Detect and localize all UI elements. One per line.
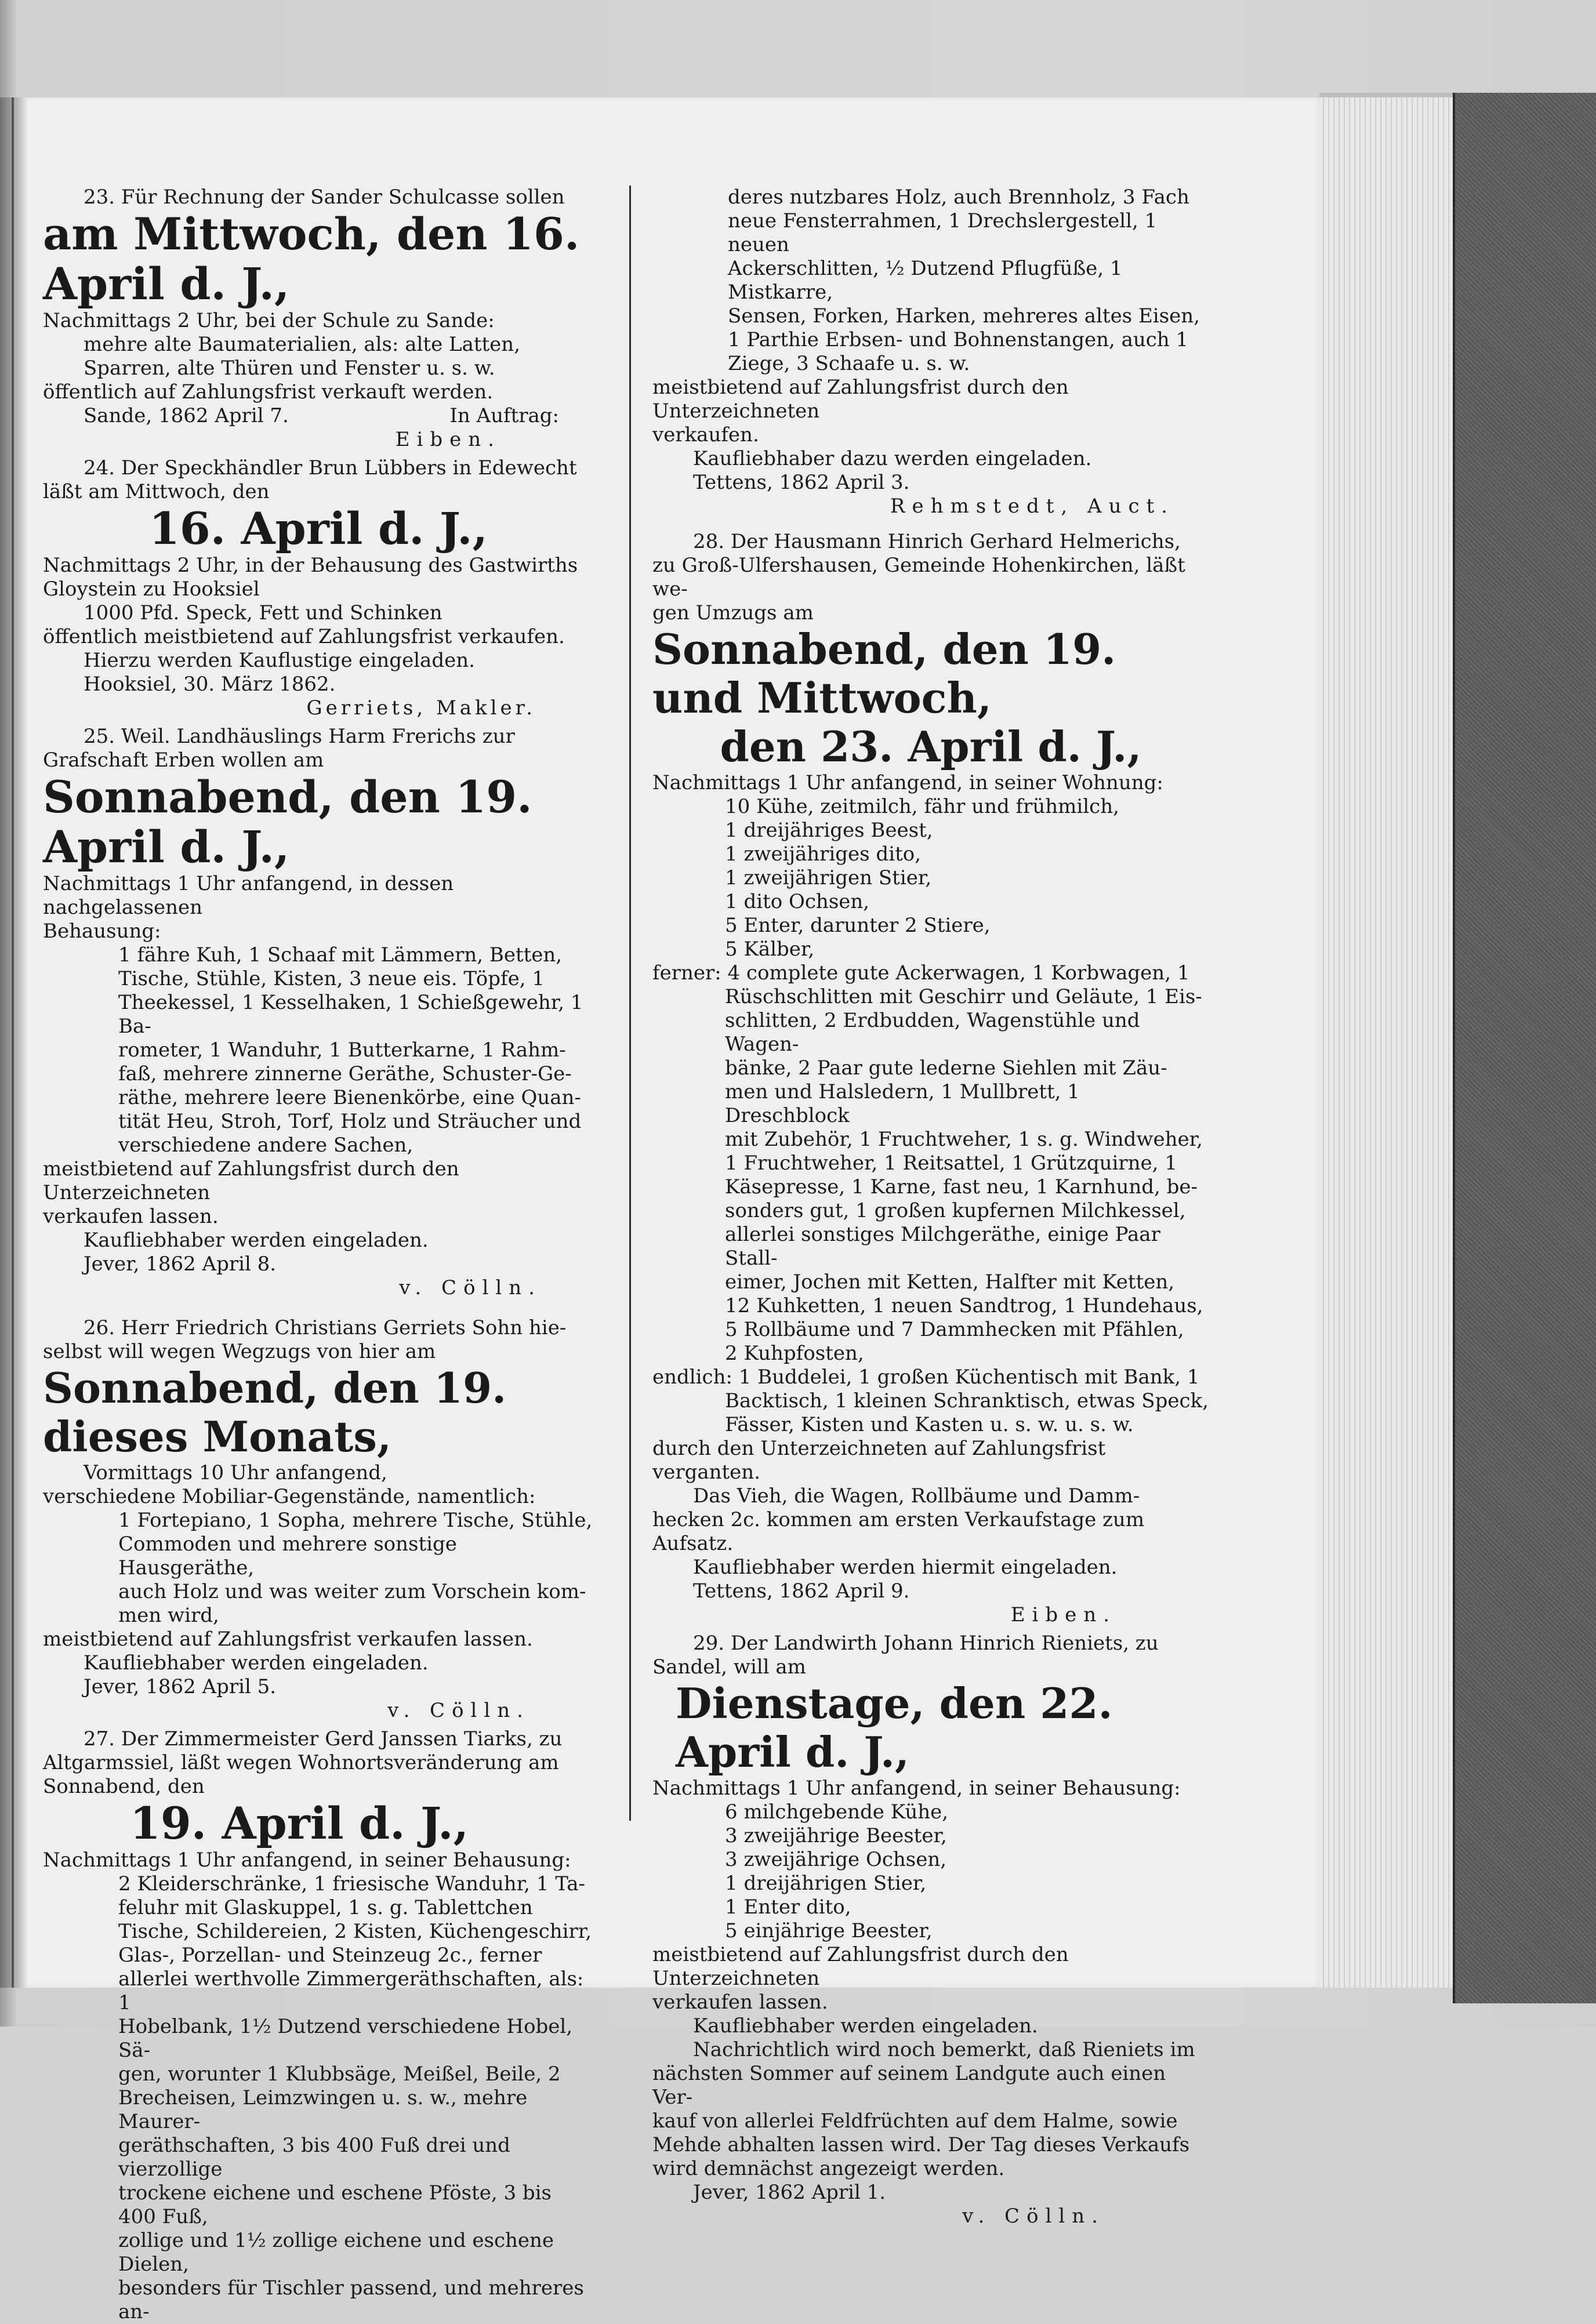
auction-date: Sonnabend, den 19. April d. J., bbox=[43, 771, 532, 873]
text-line: Das Vieh, die Wagen, Rollbäume und Damm- bbox=[693, 1484, 1140, 1508]
place-date: Tettens, 1862 April 9. bbox=[693, 1579, 910, 1603]
text-line: meistbietend auf Zahlungsfrist durch den Unterzeichneten bbox=[43, 1157, 459, 1204]
text-line: Nachrichtlich wird noch bemerkt, daß Rieniets im bbox=[693, 2038, 1195, 2061]
auction-date: 16. April d. J., bbox=[148, 503, 488, 554]
page-edges bbox=[1319, 97, 1464, 1988]
intro: 25. Weil. Landhäuslings Harm Frerichs zur bbox=[84, 725, 515, 748]
intro: zu Groß-Ulfershausen, Gemeinde Hohenkirchen, läßt we- bbox=[652, 554, 1185, 601]
announcement-29 bbox=[652, 1632, 1209, 2228]
auction-date: Dienstage, den 22. April d. J., bbox=[676, 1679, 1113, 1777]
item-line: 5 Kälber, bbox=[725, 938, 815, 961]
intro: selbst will wegen Wegzugs von hier am bbox=[43, 1340, 436, 1363]
text-line: meistbietend auf Zahlungsfrist verkaufen lassen. bbox=[43, 1628, 533, 1651]
item-line: 10 Kühe, zeitmilch, fähr und frühmilch, bbox=[725, 795, 1119, 818]
announcement-23 bbox=[43, 186, 594, 452]
item-line: 1 dito Ochsen, bbox=[725, 890, 870, 913]
intro: läßt am Mittwoch, den bbox=[43, 480, 270, 503]
auction-date: Sonnabend, den 19. und Mittwoch, bbox=[652, 624, 1116, 722]
item-line: räthe, mehrere leere Bienenkörbe, eine Quan- bbox=[118, 1086, 581, 1109]
auction-date: am Mittwoch, den 16. April d. J., bbox=[43, 208, 580, 310]
auction-date: den 23. April d. J., bbox=[720, 722, 1142, 771]
item-line: Tische, Schildereien, 2 Kisten, Küchengeschirr, bbox=[118, 1920, 592, 1943]
item-line: 5 einjährige Beester, bbox=[725, 1919, 933, 1942]
intro: 24. Der Speckhändler Brun Lübbers in Edewecht bbox=[84, 456, 577, 480]
text-line: Nachmittags 2 Uhr, bei der Schule zu Sande: bbox=[43, 309, 495, 332]
intro: 29. Der Landwirth Johann Hinrich Rieniets, zu bbox=[693, 1632, 1159, 1655]
text-line: meistbietend auf Zahlungsfrist durch den Unterzeichneten bbox=[652, 376, 1069, 423]
item-line: Sensen, Forken, Harken, mehreres altes Eisen, bbox=[728, 304, 1200, 328]
text-line: öffentlich auf Zahlungsfrist verkauft werden. bbox=[43, 380, 494, 404]
item-line: Commoden und mehrere sonstige Hausgeräthe, bbox=[118, 1533, 457, 1579]
text-line: Kaufliebhaber werden eingeladen. bbox=[84, 1229, 429, 1252]
item-line: men wird, bbox=[118, 1604, 219, 1627]
text-line: 1000 Pfd. Speck, Fett und Schinken bbox=[84, 601, 442, 624]
text-line: kauf von allerlei Feldfrüchten auf dem Halme, sowie bbox=[652, 2109, 1178, 2133]
item-line: Backtisch, 1 kleinen Schranktisch, etwas Speck, bbox=[725, 1389, 1209, 1412]
item-line: Tische, Stühle, Kisten, 3 neue eis. Töpfe, 1 bbox=[118, 967, 545, 990]
gutter-line bbox=[12, 97, 14, 1988]
place-date: Jever, 1862 April 5. bbox=[84, 1675, 277, 1698]
place-date: Jever, 1862 April 8. bbox=[84, 1252, 277, 1276]
auction-date: Sonnabend, den 19. dieses Monats, bbox=[43, 1363, 507, 1461]
text-line: öffentlich meistbietend auf Zahlungsfrist verkaufen. bbox=[43, 625, 565, 648]
cover-border bbox=[1453, 93, 1455, 2003]
item-line: auch Holz und was weiter zum Vorschein kom- bbox=[118, 1580, 586, 1603]
item-line: sonders gut, 1 großen kupfernen Milchkessel, bbox=[725, 1199, 1186, 1222]
announcement-26 bbox=[43, 1316, 594, 1723]
text-line: verschiedene Mobiliar-Gegenstände, namentlich: bbox=[43, 1485, 536, 1508]
text-line: Nachmittags 1 Uhr anfangend, in dessen nachgelassenen bbox=[43, 872, 454, 919]
intro: Grafschaft Erben wollen am bbox=[43, 749, 324, 772]
item-line: 3 zweijährige Ochsen, bbox=[725, 1848, 947, 1871]
item-line: 1 dreijährigen Stier, bbox=[725, 1872, 927, 1895]
item-line: rometer, 1 Wanduhr, 1 Butterkarne, 1 Rahm- bbox=[118, 1038, 566, 1062]
text-line: Nachmittags 1 Uhr anfangend, in seiner Wohnung: bbox=[652, 771, 1163, 794]
signature: v. Cölln. bbox=[399, 1276, 542, 1299]
text-line: nächsten Sommer auf seinem Landgute auch einen Ver- bbox=[652, 2062, 1166, 2109]
item-line: eimer, Jochen mit Ketten, Halfter mit Ketten, bbox=[725, 1270, 1175, 1294]
announcement-27 bbox=[43, 1727, 594, 2324]
announcement-25 bbox=[43, 725, 594, 1300]
auction-date: 19. April d. J., bbox=[130, 1798, 469, 1849]
text-line: Kaufliebhaber dazu werden eingeladen. bbox=[693, 447, 1092, 470]
item-line: Theekessel, 1 Kesselhaken, 1 Schießgewehr, 1 Ba- bbox=[118, 991, 583, 1038]
book-cover bbox=[1453, 93, 1596, 2003]
item-line: besonders für Tischler passend, und mehreres an- bbox=[118, 2276, 584, 2323]
item-line: Brecheisen, Leimzwingen u. s. w., mehre Maurer- bbox=[118, 2086, 528, 2133]
announcement-28 bbox=[652, 530, 1209, 1627]
text-line: Kaufliebhaber werden eingeladen. bbox=[84, 1651, 429, 1675]
text-line: Hierzu werden Kauflustige eingeladen. bbox=[84, 649, 475, 672]
intro: 26. Herr Friedrich Christians Gerriets Sohn hie- bbox=[84, 1316, 567, 1339]
signature: Eiben. bbox=[1010, 1603, 1116, 1626]
item-line: 1 zweijähriges dito, bbox=[725, 843, 922, 866]
item-line: endlich: 1 Buddelei, 1 großen Küchentisch mit Bank, 1 bbox=[652, 1366, 1200, 1389]
item-line: deres nutzbares Holz, auch Brennholz, 3 Fach bbox=[728, 186, 1189, 209]
item-line: ferner: 4 complete gute Ackerwagen, 1 Korbwagen, 1 bbox=[652, 961, 1190, 985]
item-line: verschiedene andere Sachen, bbox=[118, 1134, 413, 1157]
item-line: neue Fensterrahmen, 1 Drechslergestell, 1 neuen bbox=[728, 209, 1158, 256]
text-line: Nachmittags 1 Uhr anfangend, in seiner Behausung: bbox=[43, 1849, 571, 1872]
item-line: 1 dreijähriges Beest, bbox=[725, 819, 933, 842]
text-line: Gloystein zu Hooksiel bbox=[43, 578, 260, 601]
item-line: faß, mehrere zinnerne Geräthe, Schuster-Ge- bbox=[118, 1062, 572, 1085]
item-line: 6 milchgebende Kühe, bbox=[725, 1800, 949, 1824]
signature: v. Cölln. bbox=[387, 1699, 530, 1722]
item-line: 1 fähre Kuh, 1 Schaaf mit Lämmern, Betten, bbox=[118, 943, 563, 967]
place-date-line bbox=[43, 404, 594, 428]
intro: Sandel, will am bbox=[652, 1655, 806, 1679]
place-date: Tettens, 1862 April 3. bbox=[693, 471, 910, 494]
item-line: 2 Kuhpfosten, bbox=[725, 1342, 864, 1365]
column-divider bbox=[629, 186, 631, 1821]
intro: gen Umzugs am bbox=[652, 601, 814, 624]
item-line: Hobelbank, 1½ Dutzend verschiedene Hobel, Sä- bbox=[118, 2015, 573, 2062]
signature: Gerriets, Makler. bbox=[306, 696, 536, 720]
text-line: Vormittags 10 Uhr anfangend, bbox=[84, 1461, 387, 1484]
text-line: Nachmittags 2 Uhr, in der Behausung des Gastwirths bbox=[43, 554, 578, 577]
item-line: 1 Parthie Erbsen- und Bohnenstangen, auch 1 bbox=[728, 328, 1189, 351]
item-line: allerlei werthvolle Zimmergeräthschaften, als: 1 bbox=[118, 1967, 584, 2014]
item-line: Fässer, Kisten und Kasten u. s. w. u. s. w. bbox=[725, 1413, 1134, 1436]
item-line: Ziege, 3 Schaafe u. s. w. bbox=[728, 352, 970, 375]
item-line: bänke, 2 Paar gute lederne Siehlen mit Zäu- bbox=[725, 1056, 1167, 1080]
item-line: zollige und 1½ zollige eichene und eschene Dielen, bbox=[118, 2229, 554, 2276]
item-line: Glas-, Porzellan- und Steinzeug 2c., ferner bbox=[118, 1944, 542, 1967]
place-date: Sande, 1862 April 7. bbox=[84, 404, 289, 427]
place-date: Jever, 1862 April 1. bbox=[693, 2181, 886, 2204]
text-line: verkaufen lassen. bbox=[43, 1205, 219, 1228]
item-line: 3 zweijährige Beester, bbox=[725, 1824, 947, 1847]
item-line: geräthschaften, 3 bis 400 Fuß drei und vierzollige bbox=[118, 2134, 510, 2181]
item-line: 1 Fruchtweher, 1 Reitsattel, 1 Grützquirne, 1 bbox=[725, 1152, 1177, 1175]
text-line: Nachmittags 1 Uhr anfangend, in seiner Behausung: bbox=[652, 1777, 1181, 1800]
text-line: durch den Unterzeichneten auf Zahlungsfrist verganten. bbox=[652, 1437, 1106, 1484]
item-line: 5 Enter, darunter 2 Stiere, bbox=[725, 914, 991, 937]
text-line: wird demnächst angezeigt werden. bbox=[652, 2157, 1005, 2180]
left-column bbox=[43, 186, 594, 2324]
announcement-27-continued bbox=[652, 186, 1209, 518]
intro: Altgarmssiel, läßt wegen Wohnortsveränderung am bbox=[43, 1751, 559, 1774]
text-line: verkaufen. bbox=[652, 423, 759, 446]
item-line: gen, worunter 1 Klubbsäge, Meißel, Beile, 2 bbox=[118, 2062, 561, 2086]
intro: Sonnabend, den bbox=[43, 1775, 205, 1798]
item-line: men und Halsledern, 1 Mullbrett, 1 Dreschblock bbox=[725, 1080, 1080, 1127]
item-line: 1 Fortepiano, 1 Sopha, mehrere Tische, Stühle, bbox=[118, 1509, 593, 1532]
item-line: feluhr mit Glaskuppel, 1 s. g. Tablettchen bbox=[118, 1896, 533, 1919]
item-line: schlitten, 2 Erdbudden, Wagenstühle und Wagen- bbox=[725, 1009, 1140, 1056]
text-line: Kaufliebhaber werden eingeladen. bbox=[693, 2014, 1038, 2038]
text-line: verkaufen lassen. bbox=[652, 1991, 828, 2014]
signature: Eiben. bbox=[395, 428, 501, 451]
item-line: 5 Rollbäume und 7 Dammhecken mit Pfählen, bbox=[725, 1318, 1184, 1341]
intro: 23. Für Rechnung der Sander Schulcasse sollen bbox=[84, 186, 565, 209]
text-line: Behausung: bbox=[43, 920, 161, 943]
text-line: Mehde abhalten lassen wird. Der Tag dieses Verkaufs bbox=[652, 2133, 1190, 2156]
item-line: trockene eichene und eschene Pföste, 3 bis 400 Fuß, bbox=[118, 2181, 552, 2228]
item-line: 1 zweijährigen Stier, bbox=[725, 866, 932, 889]
item-line: Ackerschlitten, ½ Dutzend Pflugfüße, 1 Mistkarre, bbox=[728, 257, 1123, 304]
signature: Rehmstedt, Auct. bbox=[890, 495, 1174, 518]
announcement-24 bbox=[43, 456, 594, 720]
commission: In Auftrag: bbox=[449, 404, 559, 427]
item-line: allerlei sonstiges Milchgeräthe, einige Paar Stall- bbox=[725, 1223, 1160, 1270]
right-column bbox=[652, 186, 1209, 2228]
item-line: 1 Enter dito, bbox=[725, 1895, 851, 1919]
item-line: 2 Kleiderschränke, 1 friesische Wanduhr, 1 Ta- bbox=[118, 1872, 585, 1895]
signature: v. Cölln. bbox=[962, 2205, 1105, 2228]
item-line: tität Heu, Stroh, Torf, Holz und Sträucher und bbox=[118, 1110, 582, 1133]
place-date: Hooksiel, 30. März 1862. bbox=[84, 673, 336, 696]
text-line: mehre alte Baumaterialien, als: alte Latten, bbox=[84, 333, 520, 356]
intro: 28. Der Hausmann Hinrich Gerhard Helmerichs, bbox=[693, 530, 1181, 553]
item-line: Rüschschlitten mit Geschirr und Geläute, 1 Eis- bbox=[725, 985, 1202, 1008]
item-line: mit Zubehör, 1 Fruchtweher, 1 s. g. Windweher, bbox=[725, 1128, 1203, 1151]
item-line: Käsepresse, 1 Karne, fast neu, 1 Karnhund, be- bbox=[725, 1175, 1198, 1199]
item-line: 12 Kuhketten, 1 neuen Sandtrog, 1 Hundehaus, bbox=[725, 1294, 1203, 1317]
text-line: hecken 2c. kommen am ersten Verkaufstage zum Aufsatz. bbox=[652, 1508, 1145, 1555]
text-line: Kaufliebhaber werden hiermit eingeladen. bbox=[693, 1556, 1118, 1579]
text-line: meistbietend auf Zahlungsfrist durch den Unterzeichneten bbox=[652, 1943, 1069, 1990]
text-line: Sparren, alte Thüren und Fenster u. s. w. bbox=[84, 357, 495, 380]
intro: 27. Der Zimmermeister Gerd Janssen Tiarks, zu bbox=[84, 1727, 563, 1751]
